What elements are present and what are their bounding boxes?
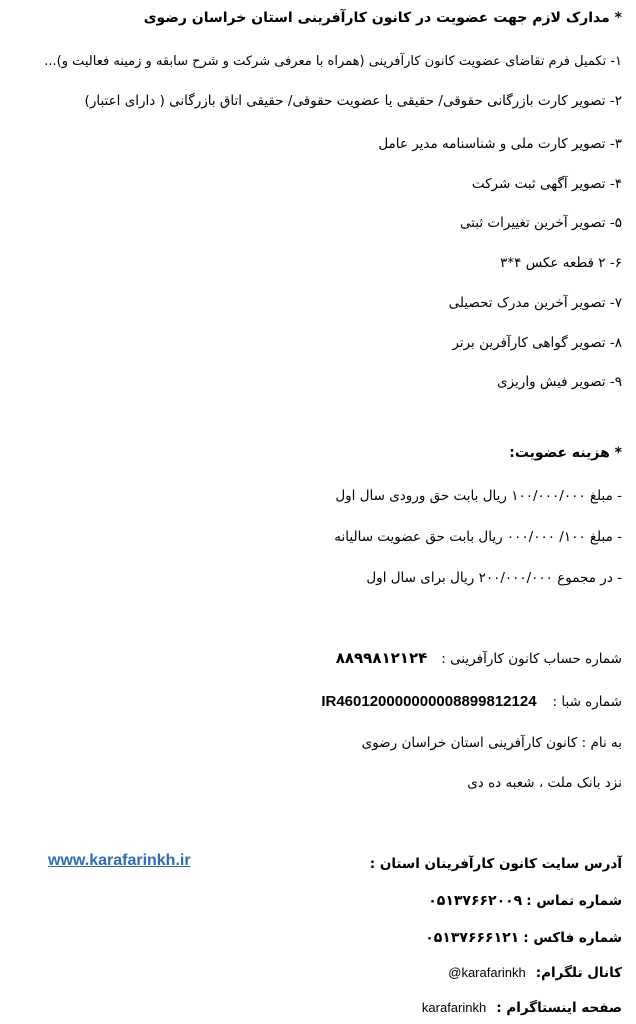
requirement-item-5: ۵- تصویر آخرین تغییرات ثبتی [459,215,622,231]
fee-item-total: - در مجموع ۲۰۰/۰۰۰/۰۰۰ ریال برای سال اول [366,570,622,586]
account-row [336,648,622,669]
requirement-item-7: ۷- تصویر آخرین مدرک تحصیلی [448,295,622,311]
fee-item-annual: - مبلغ ۱۰۰/ ۰۰۰/۰۰۰ ریال بابت حق عضویت سالیانه [334,529,622,545]
fees-title: * هزینه عضویت: [509,445,622,461]
fax-label: شماره فاکس : [523,930,622,946]
requirements-title: * مدارک لازم جهت عضویت در کانون کارآفرینی استان خراسان رضوی [143,10,622,26]
instagram-row [422,998,622,1018]
requirement-item-8: ۸- تصویر گواهی کارآفرین برتر [452,335,622,351]
phone-label: شماره تماس : [526,893,622,909]
fee-item-entry: - مبلغ ۱۰۰/۰۰۰/۰۰۰ ریال بابت حق ورودی سال اول [335,488,622,504]
site-label: آدرس سایت کانون کارآفرینان استان : [369,856,622,872]
telegram-handle: @karafarinkh [448,965,526,980]
fax-row [425,928,622,948]
sheba-label: شماره شبا : [552,694,622,710]
account-label: شماره حساب کانون کارآفرینی : [441,651,622,667]
fax-number: ۰۵۱۳۷۶۶۶۱۲۱ [425,930,520,946]
requirement-item-2: ۲- تصویر کارت بازرگانی حقوقی/ حقیقی یا عضویت حقوقی/ حقیقی اتاق بازرگانی ( دارای اعتبار) [84,93,622,109]
requirement-item-3: ۳- تصویر کارت ملی و شناسنامه مدیر عامل [378,136,622,152]
phone-row [428,891,622,911]
requirement-item-4: ۴- تصویر آگهی ثبت شرکت [471,176,622,192]
requirement-item-1: ۱- تکمیل فرم تقاضای عضویت کانون کارآفرینی (همراه با معرفی شرکت و شرح سابقه و زمینه فعالیت و)... [44,54,622,69]
telegram-row [448,963,622,983]
instagram-handle: karafarinkh [421,1000,487,1015]
sheba-row [321,692,622,712]
requirement-item-6: ۶- ۲ قطعه عکس ۴*۳ [500,255,622,271]
sheba-number: IR460120000000008899812124 [321,693,537,710]
website-link[interactable]: www.karafarinkh.ir [48,852,191,869]
phone-number: ۰۵۱۳۷۶۶۲۰۰۹ [428,893,523,909]
account-number: ۸۸۹۹۸۱۲۱۲۴ [335,649,428,667]
requirement-item-9: ۹- تصویر فیش واریزی [497,374,622,390]
account-owner: به نام : کانون کارآفرینی استان خراسان رضوی [361,735,622,751]
instagram-label: صفحه اینستاگرام : [496,1000,622,1016]
telegram-label: کانال تلگرام: [535,965,622,981]
bank-branch: نزد بانک ملت ، شعبه ده دی [467,775,622,791]
